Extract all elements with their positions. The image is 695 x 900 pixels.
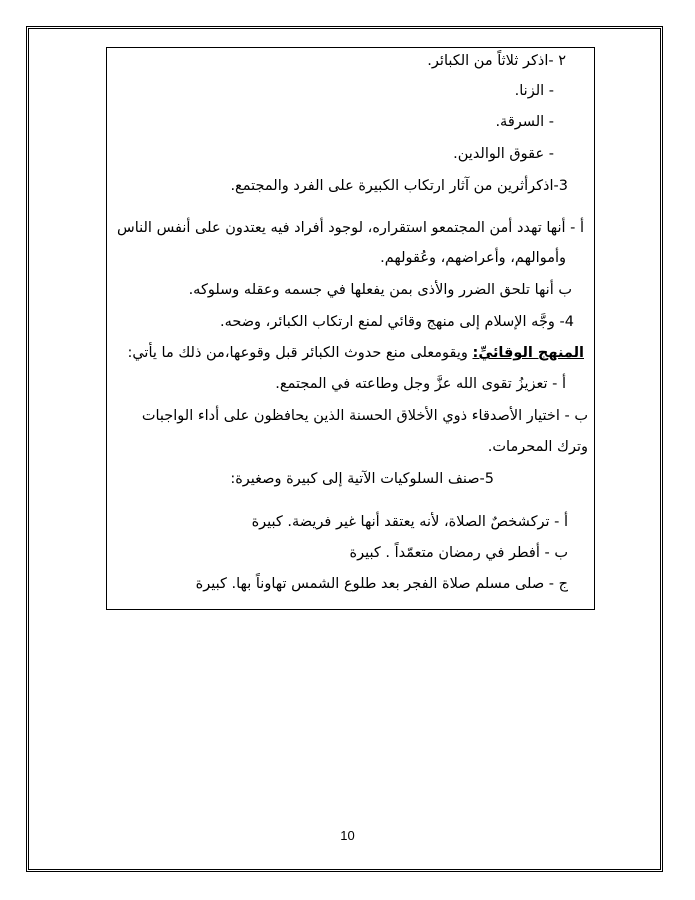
answer-item: - السرقة.	[495, 114, 554, 130]
approach-line	[127, 343, 584, 363]
answer-item: - عقوق الوالدين.	[453, 146, 554, 162]
answer-item: أ - أنها تهدد أمن المجتمعو استقراره، لوجود أفراد فيه يعتدون على أنفس الناس	[117, 220, 584, 236]
question-3: 3-اذكرأثرين من آثار ارتكاب الكبيرة على الفرد والمجتمع.	[230, 178, 568, 194]
answer-item: - الزنا.	[514, 83, 554, 99]
answer-item: ب أنها تلحق الضرر والأذى بمن يفعلها في جسمه وعقله وسلوكه.	[188, 282, 572, 298]
approach-text: ويقومعلى منع حدوث الكبائر قبل وقوعها،من ذلك ما يأتي:	[127, 345, 468, 361]
question-4: 4- وجَّه الإسلام إلى منهج وقائي لمنع ارتكاب الكبائر، وضحه.	[219, 314, 574, 330]
answer-item: ب - اختيار الأصدقاء ذوي الأخلاق الحسنة الذين يحافظون على أداء الواجبات	[141, 408, 588, 424]
content-box	[106, 47, 595, 610]
answer-item: ج - صلى مسلم صلاة الفجر بعد طلوع الشمس تهاوناً بها. كبيرة	[195, 576, 568, 592]
page-number: 10	[340, 828, 355, 843]
answer-item-continued: وأموالهم، وأعراضهم، وعُقولهم.	[380, 250, 566, 266]
answer-item: أ - تركشخصٌ الصلاة، لأنه يعتقد أنها غير فريضة. كبيرة	[251, 514, 568, 530]
answer-item: أ - تعزيزُ تقوى الله عزَّ وجل وطاعته في المجتمع.	[275, 376, 566, 392]
answer-item-continued: وترك المحرمات.	[487, 439, 588, 455]
approach-label: المنهج الوقائيِّ:	[472, 345, 584, 361]
question-2: ٢ -اذكر ثلاثاً من الكبائر.	[427, 53, 566, 69]
question-5: 5-صنف السلوكيات الآتية إلى كبيرة وصغيرة:	[230, 471, 494, 487]
answer-item: ب - أفطر في رمضان متعمّداً . كبيرة	[349, 545, 568, 561]
